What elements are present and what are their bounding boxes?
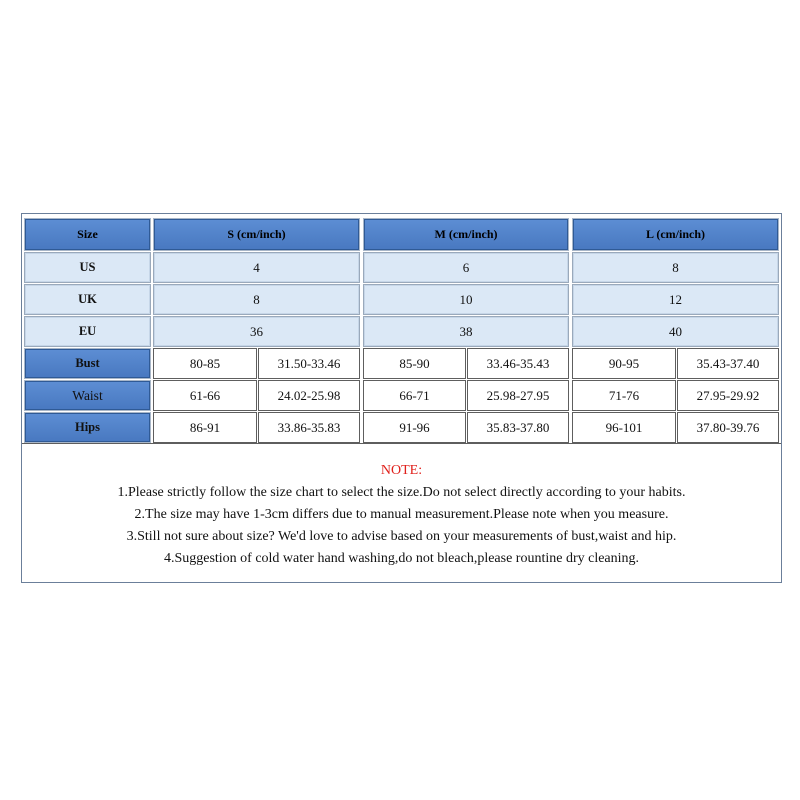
region-label: EU [24, 316, 151, 347]
region-value: 38 [363, 316, 569, 347]
region-label: UK [24, 284, 151, 315]
measurement-cm: 80-85 [153, 348, 257, 379]
note-title: NOTE: [380, 463, 423, 478]
measurement-cm: 91-96 [363, 412, 466, 443]
region-label: US [24, 252, 151, 283]
note-line: 3.Still not sure about size? We'd love to advise based on your measurements of bust,waist and hip. [126, 529, 677, 544]
size-header-cell: Size [24, 218, 151, 251]
measurement-label: Hips [24, 412, 151, 443]
measurement-cm: 61-66 [153, 380, 257, 411]
measurement-inch: 35.43-37.40 [677, 348, 779, 379]
measurement-label: Waist [24, 380, 151, 411]
measurement-label: Bust [24, 348, 151, 379]
region-value: 6 [363, 252, 569, 283]
header-row [22, 218, 781, 251]
region-value: 10 [363, 284, 569, 315]
measurement-cm: 66-71 [363, 380, 466, 411]
measurement-inch: 33.86-35.83 [258, 412, 360, 443]
region-row-uk [22, 283, 781, 316]
region-row-us [22, 251, 781, 284]
notes-section [22, 442, 781, 583]
measurement-cm: 86-91 [153, 412, 257, 443]
column-header-m: M (cm/inch) [363, 218, 569, 251]
region-value: 40 [572, 316, 779, 347]
measurement-inch: 37.80-39.76 [677, 412, 779, 443]
measurement-inch: 31.50-33.46 [258, 348, 360, 379]
note-line: 4.Suggestion of cold water hand washing,do not bleach,please rountine dry cleaning. [163, 551, 640, 566]
column-header-l: L (cm/inch) [572, 218, 779, 251]
measurement-inch: 27.95-29.92 [677, 380, 779, 411]
column-header-s: S (cm/inch) [153, 218, 360, 251]
note-line: 1.Please strictly follow the size chart to select the size.Do not select directly according to your habits. [117, 485, 686, 500]
region-value: 8 [153, 284, 360, 315]
measurement-inch: 25.98-27.95 [467, 380, 569, 411]
region-row-eu [22, 315, 781, 348]
measurement-inch: 24.02-25.98 [258, 380, 360, 411]
region-value: 36 [153, 316, 360, 347]
measurement-cm: 85-90 [363, 348, 466, 379]
measurement-cm: 96-101 [572, 412, 676, 443]
measurement-row-waist [22, 379, 781, 412]
size-chart [21, 213, 782, 583]
measurement-row-hips [22, 411, 781, 444]
measurement-cm: 90-95 [572, 348, 676, 379]
measurement-inch: 33.46-35.43 [467, 348, 569, 379]
region-value: 8 [572, 252, 779, 283]
note-line: 2.The size may have 1-3cm differs due to manual measurement.Please note when you measure. [134, 507, 669, 522]
region-value: 4 [153, 252, 360, 283]
measurement-row-bust [22, 347, 781, 380]
measurement-inch: 35.83-37.80 [467, 412, 569, 443]
measurement-cm: 71-76 [572, 380, 676, 411]
region-value: 12 [572, 284, 779, 315]
